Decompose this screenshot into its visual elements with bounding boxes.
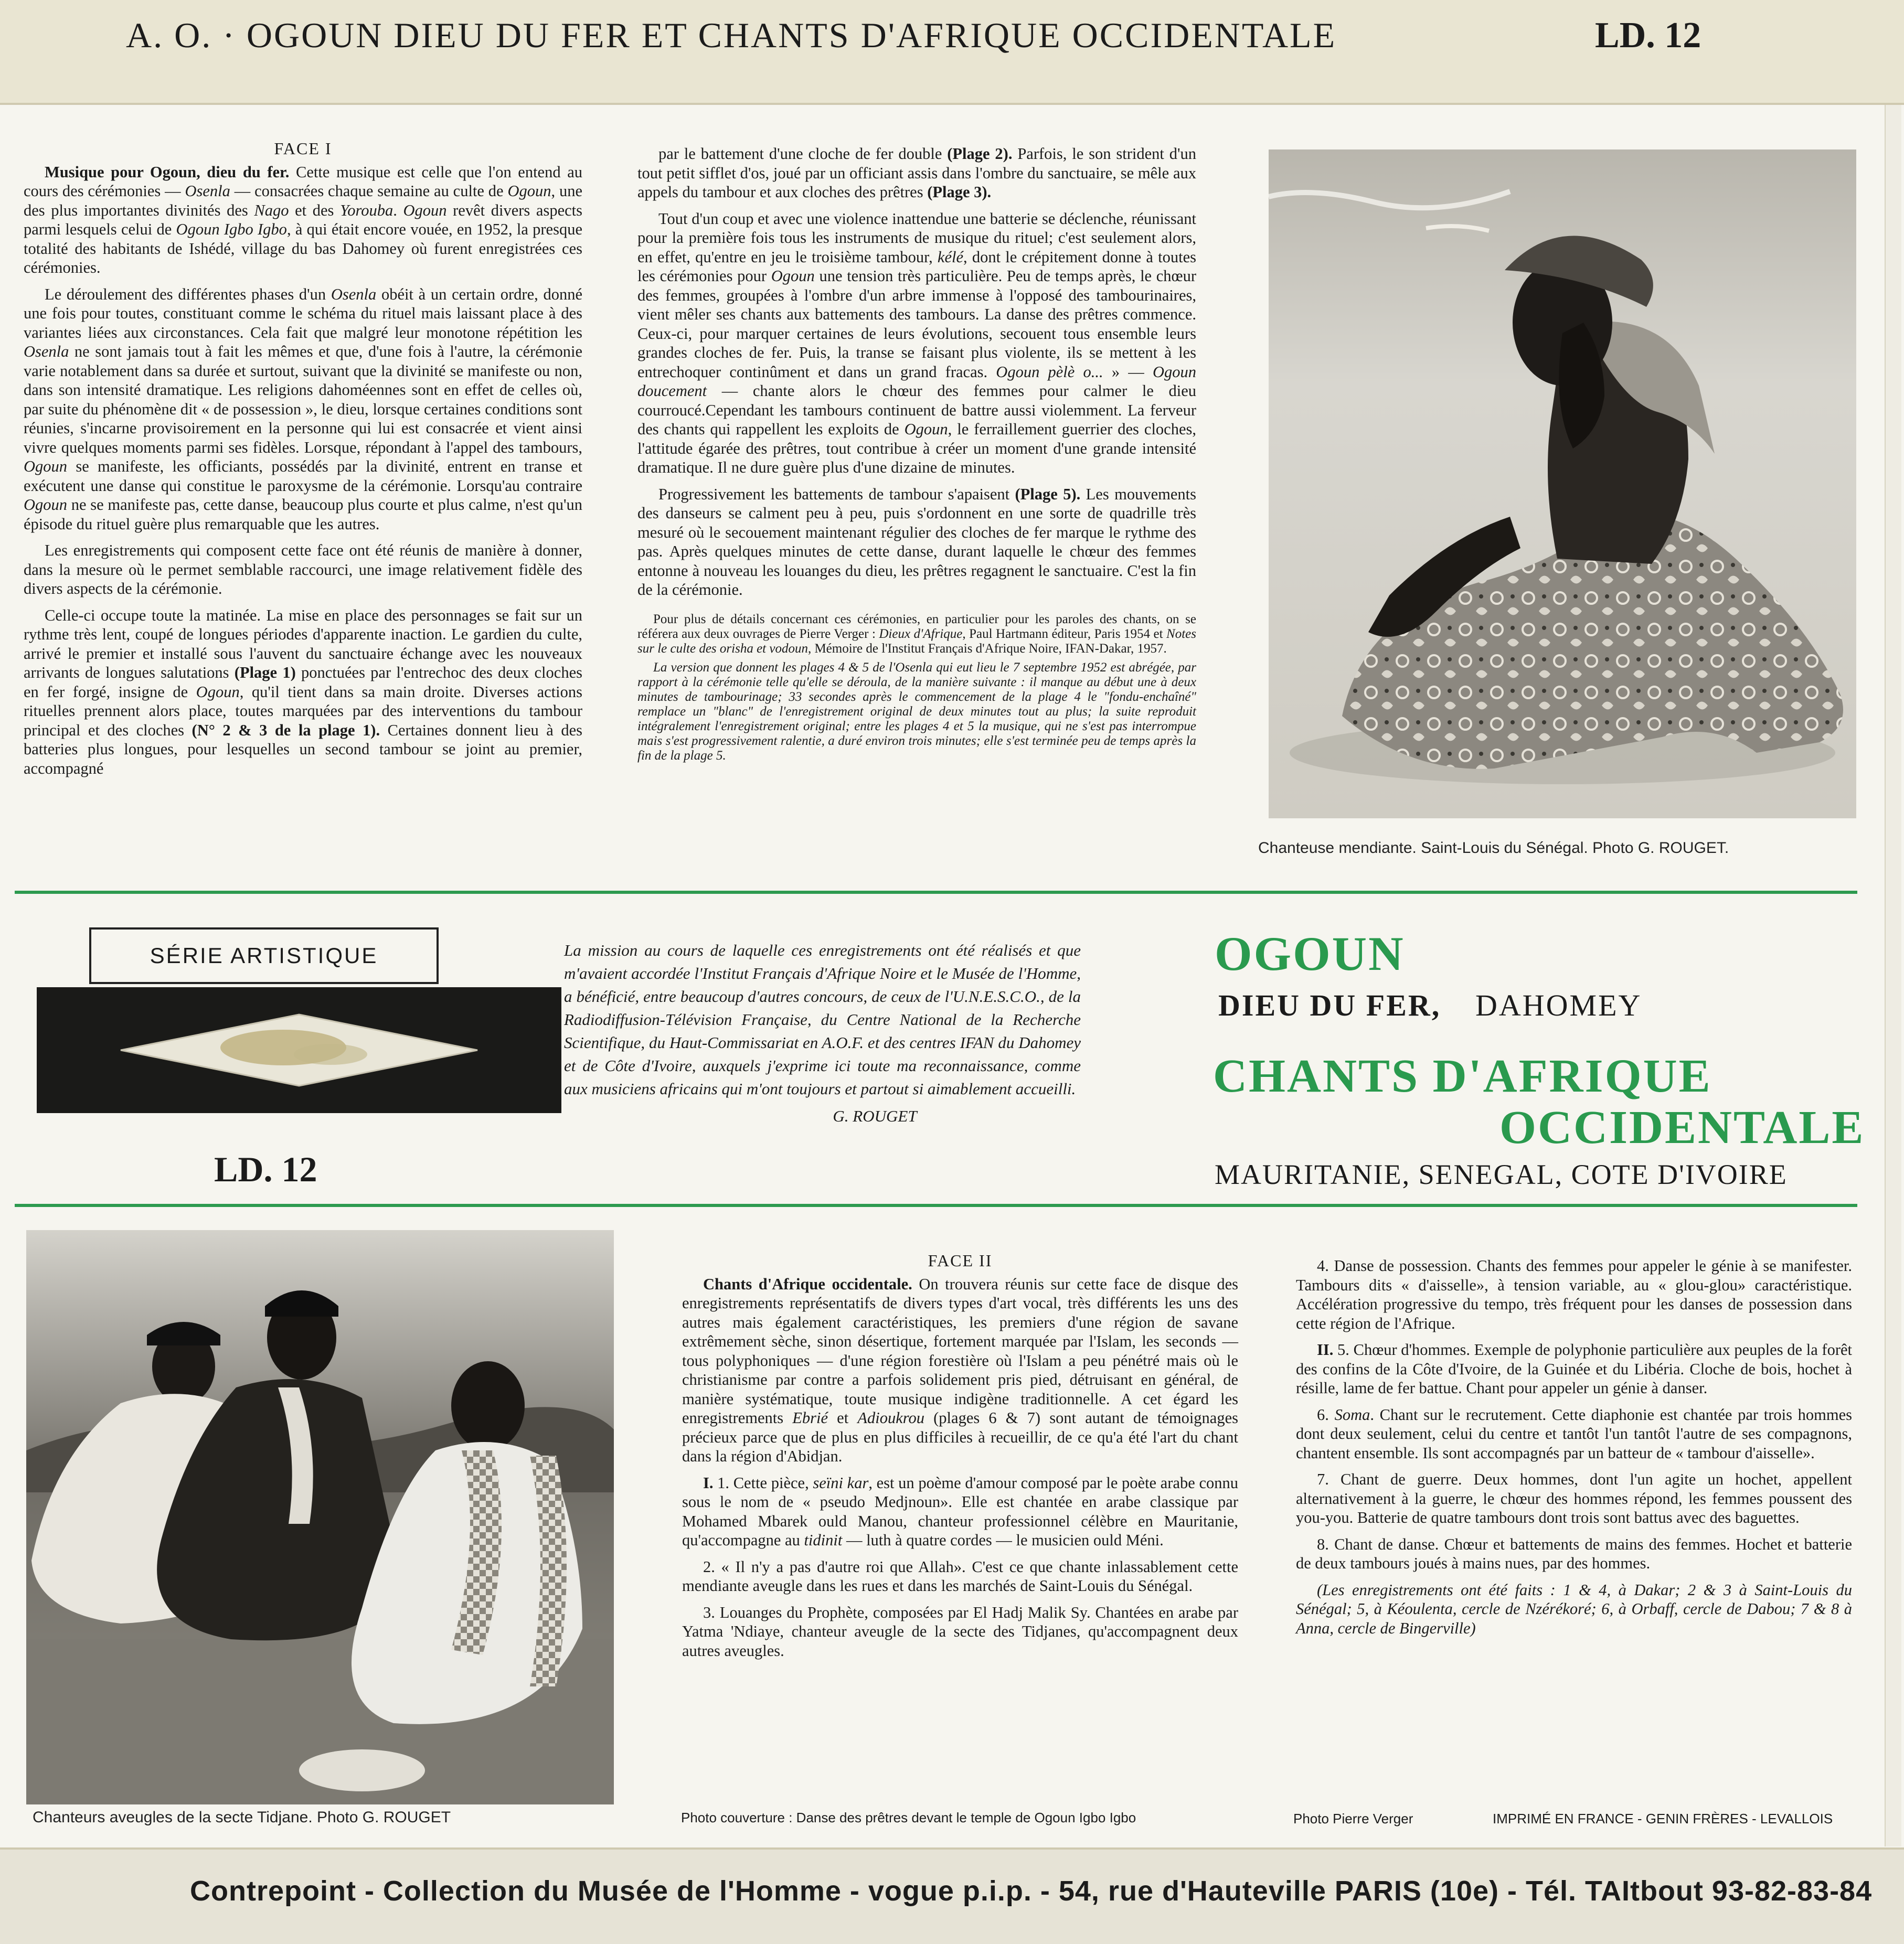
catalog-number-middle: LD. 12 [214,1149,317,1189]
publisher-address: Contrepoint - Collection du Musée de l'Homme - vogue p.i.p. - 54, rue d'Hauteville PARIS (10e) - Tél. TAItbout 93-82-83-84 [190,1875,1873,1907]
paragraph: 3. Louanges du Prophète, composées par El Hadj Malik Sy. Chantées en arabe par Yatma 'Ndiaye, chanteur aveugle de la secte des Tidjanes, qu'accompagnent deux autres aveugles. [682,1603,1238,1660]
catalog-number-header: LD. 12 [1595,15,1701,56]
title-chants-afrique: CHANTS D'AFRIQUE [1213,1050,1712,1102]
face2-col1-text [682,1275,1238,1661]
photo-singing-beggar-woman [1269,149,1856,818]
face2-heading: FACE II [928,1251,993,1270]
paragraph: 6. Soma. Chant sur le recrutement. Cette diaphonie est chantée par trois hommes dont deux seulement, celui du centre et tantôt l'un tantôt l'autre de ses compagnons, chantent ensemble. Ils sont accompagnés par un batteur de « tambour d'aisselle». [1296,1405,1852,1462]
paragraph: I. 1. Cette pièce, seïni kar, est un poème d'amour composé par le poète arabe connu sous le nom de « pseudo Medjnoun». Elle est chantée en arabe classique par Mohamed Mbarek ould Manou, chanteur professionnel célèbre en Mauritanie, qu'accompagne au tidinit — luth à quatre cordes — le musicien ould Méni. [682,1473,1238,1549]
photo1-caption: Chanteuse mendiante. Saint-Louis du Sénégal. Photo G. ROUGET. [1258,839,1729,857]
paragraph: Progressivement les battements de tambour s'apaisent (Plage 5). Les mouvements des danseurs se calment peu à peu, puis s'ordonnent en une sorte de quadrille très mesuré où le secouement maintenant régulier des cloches de fer marque le rythme des pas. Après quelques minutes de cette danse, durant laquelle le chœur des femmes entonne à nouveau les louanges du dieu, les prêtres regagnent le sanctuaire. C'est la fin de la cérémonie. [637,485,1196,599]
top-banner [0,0,1904,105]
face1-col2-text [637,144,1196,600]
paragraph: Musique pour Ogoun, dieu du fer. Cette musique est celle que l'on entend au cours des cérémonies — Osenla — consacrées chaque semaine au culte de Ogoun, une des plus importantes divinités des Nago et des Yorouba. Ogoun revêt divers aspects parmi lesquels celui de Ogoun Igbo Igbo, à qui était encore vouée, en 1952, la presque totalité des habitants de Ishédé, village du bas Dahomey où furent enregistrées ces cérémonies. [24,163,582,276]
title-occidentale: OCCIDENTALE [1499,1102,1865,1153]
title-dahomey: DAHOMEY [1475,988,1642,1022]
printer-credit: IMPRIMÉ EN FRANCE - GENIN FRÈRES - LEVALLOIS [1493,1811,1833,1826]
paragraph: Tout d'un coup et avec une violence inattendue une batterie se déclenche, réunissant pour la première fois tous les instruments de musique du rituel; c'est seulement alors, en effet, qu'entre en jeu le troisième tambour, kélé, dont le crépitement donne à toutes les cérémonies pour Ogoun une tension très particulière. Peu de temps après, le chœur des femmes, groupées à l'ombre d'un arbre immense à l'opposé des tambourinaires, vient mêler ses chants aux battements des tambours. La danse des prêtres commence. Ceux-ci, pour marquer certaines de leurs évolutions, secouent tous ensemble leurs grandes cloches de fer. Puis, la transe se faisant plus violente, ils se mettent à les entrechoquer continûment et dans un grand fracas. Ogoun pèlè o... » — Ogoun doucement — chante alors le chœur des femmes pour calmer le dieu courroucé.Cependant les tambours continuent de battre aussi violemment. La ferveur des chants qui rappellent les exploits de Ogoun, le ferraillement guerrier des cloches, l'attitude égarée des prêtres, tout contribue à créer un moment d'une grande intensité dramatique. Il ne dure guère plus d'une dizaine de minutes. [637,209,1197,476]
paragraph: 7. Chant de guerre. Deux hommes, dont l'un agite un hochet, appellent alternativement à la guerre, le chœur des hommes répond, les femmes poussent des you-you. Batterie de quatre tambours dont trois sont battus avec des baguettes. [1296,1470,1852,1526]
mission-text: La mission au cours de laquelle ces enregistrements ont été réalisés et que m'avaient accordée l'Institut Français d'Afrique Noire et le Musée de l'Homme, a bénéficié, entre beaucoup d'autres concours, de ceux de l'U.N.E.S.C.O., de la Radiodiffusion-Télévision Française, du Centre National de la Recherche Scientifique, du Haut-Commissariat en A.O.F. et des centres IFAN du Dahomey et de Côte d'Ivoire, auxquels j'exprime ici toute ma reconnaissance, comme aux musiciens africains qui m'ont toujours et partout si aimablement accueilli. [564,941,1081,1098]
serie-artistique-box: SÉRIE ARTISTIQUE [89,927,439,984]
paragraph: Les enregistrements qui composent cette face ont été réunis de manière à donner, dans la mesure où le permet semblable raccourci, une image relativement fidèle des divers aspects de la cérémonie. [24,541,582,597]
paragraph: II. 5. Chœur d'hommes. Exemple de polyphonie particulière aux peuples de la forêt des confins de la Côte d'Ivoire, de la Guinée et du Libéria. Cloche de bois, hochet à résille, lame de fer battue. Chant pour appeler un génie à danser. [1296,1341,1852,1397]
face2-col2-text [1296,1256,1852,1638]
men-photo-illustration [26,1230,614,1804]
cover-photo-credit: Photo couverture : Danse des prêtres devant le temple de Ogoun Igbo Igbo [681,1810,1136,1825]
photographer-credit: Photo Pierre Verger [1293,1811,1413,1826]
diamond-logo-icon [37,987,561,1113]
woman-photo-illustration [1269,149,1856,818]
face1-heading: FACE I [274,139,332,158]
face2-column-1 [682,1251,1238,1668]
paragraph: Chants d'Afrique occidentale. On trouvera réunis sur cette face de disque des enregistrements représentatifs de divers types d'art vocal, très différents les uns des autres mais également caractéristiques, les premiers d'une région de savane extrêmement sèche, sinon désertique, fortement marquée par l'Islam, les seconds — tous polyphoniques — d'une région forestière où l'Islam a peu pénétré mais où le christianisme par contre a parfois solidement pris pied, détruisant en général, de manière systématique, toute musique indigène traditionnelle. A cet égard les enregistrements Ebrié et Adioukrou (plages 6 & 7) sont autant de témoignages précieux parce que de plus en plus difficiles à recueillir, de ce qu'a été l'art du chant dans la région d'Abidjan. [682,1275,1239,1465]
paragraph: Le déroulement des différentes phases d'un Osenla obéit à un certain ordre, donné une fois pour toutes, constituant comme le schéma du rituel mais laissant place à des variantes liées aux circonstances. Cela fait que malgré leur monotone répétition les Osenla ne sont jamais tout à fait les mêmes et que, d'une fois à l'autre, la cérémonie varie notablement dans sa durée et surtout, suivant que la divinité se manifeste ou non, dans son intensité dramatique. Les religions dahoméennes sont en effet de celles où, par suite du phénomène dit « de possession », le dieu, lorsque certaines conditions sont réunies, s'incarne provisoirement en la personne qui lui est consacrée et vient ainsi vivre quelques moments parmi ses fidèles. Lorsque, répondant à l'appel des tambours, Ogoun se manifeste, les officiants, possédés par la divinité, entrent en transe et exécutent une danse qui constitue le paroxysme de la cérémonie. Lorsqu'au contraire Ogoun ne se manifeste pas, cette danse, beaucoup plus courte et plus calme, n'est qu'un épisode du rituel guère plus remarquable que les autres. [24,285,582,533]
face1-bibliography-note: Pour plus de détails concernant ces cérémonies, en particulier pour les paroles des chants, on se référera aux deux ouvrages de Pierre Verger : Dieux d'Afrique, Paul Hartmann éditeur, Paris 1954 et Notes sur le culte des orisha et vodoun, Mémoire de l'Institut Français d'Afrique Noire, IFAN-Dakar, 1957. [637,612,1196,656]
bottom-banner [0,1847,1904,1944]
title-ogoun: OGOUN [1215,927,1405,980]
sleeve-spine [1885,105,1901,1846]
paragraph: Celle-ci occupe toute la matinée. La mise en place des personnages se fait sur un rythme très lent, coupé de longues périodes d'apparente inaction. Le gardien du culte, arrivé le premier et installé sous l'auvent du sanctuaire échange avec les nouveaux arrivants de longues salutations (Plage 1) ponctuées par l'entrechoc des deux cloches en fer forgé, insigne de Ogoun, qu'il tient dans sa main droite. Diverses actions rituelles prennent alors place, toutes marquées par des interventions du tambour principal et des cloches (N° 2 & 3 de la plage 1). Certaines donnent lieu à des batteries plus longues, pour lesquelles un second tambour se joint au premier, accompagné [24,606,582,777]
header-title: A. O. · OGOUN DIEU DU FER ET CHANTS D'AFRIQUE OCCIDENTALE [126,15,1337,55]
title-countries: MAURITANIE, SENEGAL, COTE D'IVOIRE [1215,1159,1788,1190]
photo-blind-singers [26,1230,614,1804]
mission-signature: G. ROUGET [833,1107,917,1125]
mission-acknowledgement [564,939,1081,1128]
paragraph: 4. Danse de possession. Chants des femmes pour appeler le génie à se manifester. Tambours dits « d'aisselle», à tension variable, au « glou-glou» caractéristique. Accélération progressive du tempo, très fréquent pour les danses de possession dans cette région de l'Afrique. [1296,1257,1852,1332]
face1-recording-note: La version que donnent les plages 4 & 5 de l'Osenla qui eut lieu le 7 septembre 1952 est abrégée, par rapport à la cérémonie telle qu'elle se déroula, de la manière suivante : il manque au début une à deux minutes de tambourinage; 33 secondes après le commencement de la plage 4 le "fondu-enchaîné" remplace un "blanc" de l'enregistrement original de deux minutes tout au plus; la suite reproduit intégralement l'enregistrement original; entre les plages 4 et 5 la musique, qui ne s'est pas interrompue mais s'est progressivement ralentie, a duré environ trois minutes; elle s'est terminée peu de temps après la fin de la plage 5. [637,660,1196,763]
face2-column-2 [1296,1256,1852,1645]
photo2-caption: Chanteurs aveugles de la secte Tidjane. Photo G. ROUGET [33,1809,451,1826]
paragraph: (Les enregistrements ont été faits : 1 & 4, à Dakar; 2 & 3 à Saint-Louis du Sénégal; 5, à Kéoulenta, cercle de Nzérékoré; 6, à Orbaff, cercle de Dabou; 7 & 8 à Anna, cercle de Bingerville) [1296,1580,1852,1637]
green-divider-bottom [15,1204,1857,1207]
label-logo-band [37,987,561,1113]
green-divider-top [15,891,1857,894]
face1-column-2 [637,144,1196,767]
face1-col1-text [24,163,582,778]
paragraph: 2. « Il n'y a pas d'autre roi que Allah». C'est ce que chante inlassablement cette mendiante aveugle dans les rues et dans les marchés de Saint-Louis du Sénégal. [682,1557,1238,1595]
paragraph: par le battement d'une cloche de fer double (Plage 2). Parfois, le son strident d'un tout petit sifflet d'os, joué par un officiant assis dans l'ombre du sanctuaire, se mêle aux appels du tambour et aux cloches des prêtres (Plage 3). [637,145,1196,201]
paragraph: 8. Chant de danse. Chœur et battements de mains des femmes. Hochet et batterie de deux tambours joués à mains nues, par des hommes. [1296,1535,1852,1572]
face1-column-1 [24,139,582,785]
title-dieu-du-fer: DIEU DU FER, [1218,988,1441,1022]
